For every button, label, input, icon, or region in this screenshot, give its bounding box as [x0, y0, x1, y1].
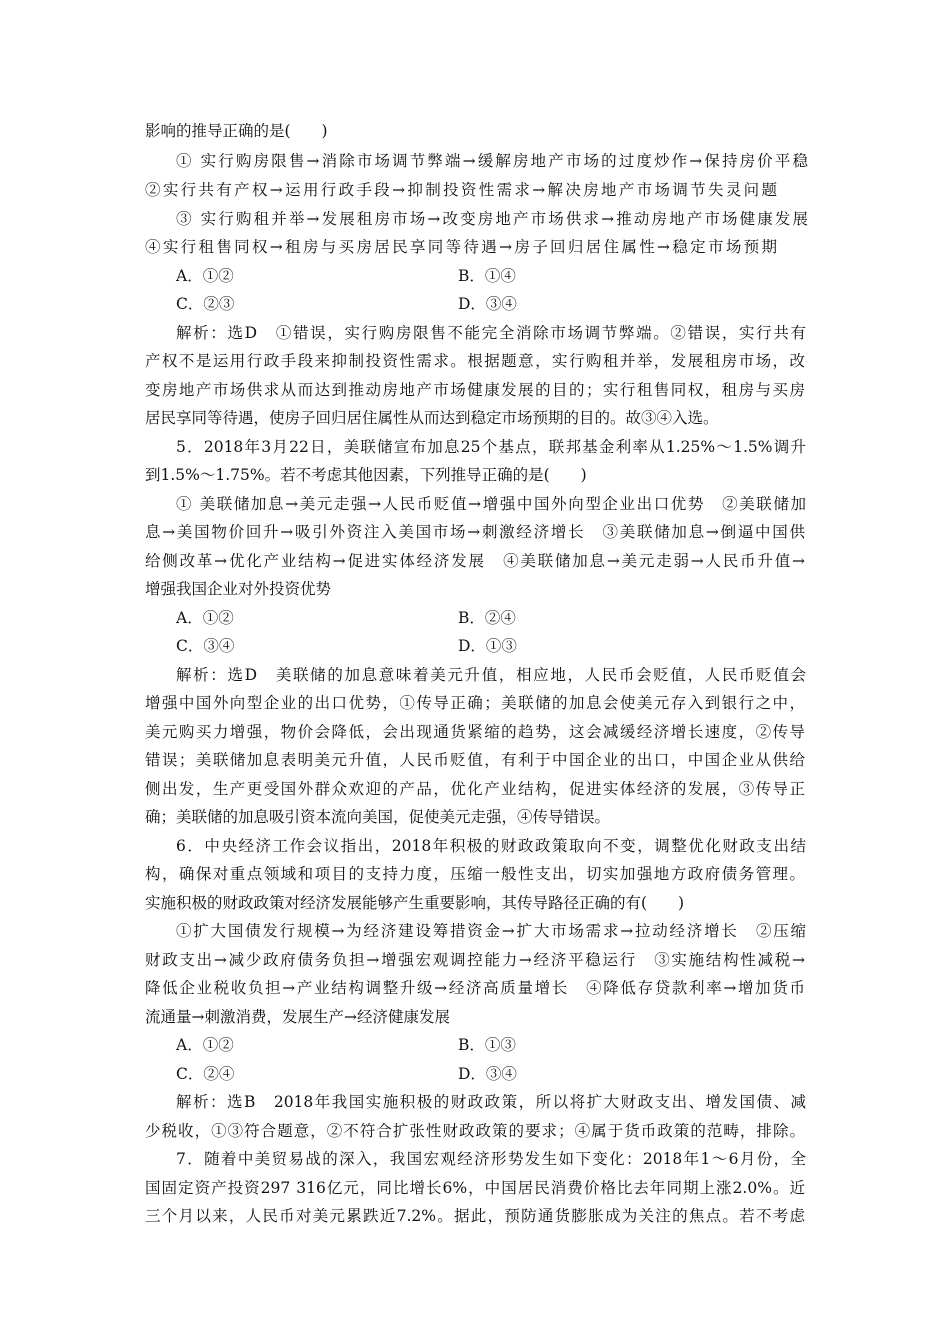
text-line: 解析：选D 美联储的加息意味着美元升值，相应地，人民币会贬值，人民币贬值会 — [176, 666, 806, 684]
text-line: 解析：选B 2018年我国实施积极的财政政策，所以将扩大财政支出、增发国债、减 — [176, 1093, 806, 1111]
text-line: 产权不是运用行政手段来抑制投资性需求。根据题意，实行购租并举，发展租房市场，改 — [145, 352, 805, 370]
text-line: 错误；美联储加息表明美元升值，人民币贬值，有利于中国企业的出口，中国企业从供给 — [145, 751, 805, 769]
text-line: 解析：选D ①错误，实行购房限售不能完全消除市场调节弊端。②错误，实行共有 — [176, 324, 806, 342]
text-line: 降低企业税收负担→产业结构调整升级→经济高质量增长 ④降低存贷款利率→增加货币 — [145, 979, 805, 997]
text-line: 变房地产市场供求从而达到推动房地产市场健康发展的目的；实行租售同权，租房与买房 — [145, 381, 805, 399]
text-line: 确；美联储的加息吸引资本流向美国，促使美元走强，④传导错误。 — [145, 808, 611, 826]
option-d: D．①③ — [458, 637, 517, 655]
option-c: C．②③ — [176, 295, 235, 313]
text-line: 流通量→刺激消费，发展生产→经济健康发展 — [145, 1008, 450, 1026]
text-line: 影响的推导正确的是( ) — [145, 122, 328, 140]
text-line: 7．随着中美贸易战的深入，我国宏观经济形势发生如下变化：2018年1～6月份，全 — [176, 1150, 806, 1168]
text-line: 给侧改革→优化产业结构→促进实体经济发展 ④美联储加息→美元走弱→人民币升值→ — [145, 552, 805, 570]
text-line: 息→美国物价回升→吸引外资注入美国市场→刺激经济增长 ③美联储加息→倒逼中国供 — [145, 523, 805, 541]
text-line: 实施积极的财政政策对经济发展能够产生重要影响，其传导路径正确的有( ) — [145, 894, 685, 912]
option-d: D．③④ — [458, 295, 517, 313]
text-line: 到1.5%～1.75%。若不考虑其他因素，下列推导正确的是( ) — [145, 466, 587, 484]
text-line: ① 美联储加息→美元走强→人民币贬值→增强中国外向型企业出口优势 ②美联储加 — [176, 495, 806, 513]
option-a: A．①② — [176, 267, 234, 285]
text-line: ①扩大国债发行规模→为经济建设筹措资金→扩大市场需求→拉动经济增长 ②压缩 — [176, 922, 806, 940]
text-line: 美元购买力增强，物价会降低，会出现通货紧缩的趋势，这会减缓经济增长速度，②传导 — [145, 723, 805, 741]
option-c: C．③④ — [176, 637, 235, 655]
text-line: 侧出发，生产更受国外群众欢迎的产品，优化产业结构，促进实体经济的发展，③传导正 — [145, 780, 805, 798]
text-line: 少税收，①③符合题意，②不符合扩张性财政政策的要求；④属于货币政策的范畴，排除。 — [145, 1122, 805, 1140]
option-b: B．①③ — [458, 1036, 516, 1054]
option-b: B．②④ — [458, 609, 516, 627]
text-line: 国固定资产投资297 316亿元，同比增长6%，中国居民消费价格比去年同期上涨2.0%。近 — [145, 1179, 805, 1197]
text-line: 三个月以来，人民币对美元累跌近7.2%。据此，预防通货膨胀成为关注的焦点。若不考虑 — [145, 1207, 805, 1225]
text-line: 增强我国企业对外投资优势 — [145, 580, 332, 598]
text-line: 增强中国外向型企业的出口优势，①传导正确；美联储的加息会使美元存入到银行之中， — [145, 694, 805, 712]
option-a: A．①② — [176, 609, 234, 627]
text-line: ① 实行购房限售→消除市场调节弊端→缓解房地产市场的过度炒作→保持房价平稳 — [176, 152, 808, 170]
option-c: C．②④ — [176, 1065, 235, 1083]
text-line: ②实行共有产权→运用行政手段→抑制投资性需求→解决房地产市场调节失灵问题 — [145, 181, 777, 199]
text-line: ③ 实行购租并举→发展租房市场→改变房地产市场供求→推动房地产市场健康发展 — [176, 210, 808, 228]
text-line: 6．中央经济工作会议指出，2018年积极的财政政策取向不变，调整优化财政支出结 — [176, 837, 806, 855]
text-line: 5．2018年3月22日，美联储宣布加息25个基点，联邦基金利率从1.25%～1.5%调升 — [176, 438, 806, 456]
option-d: D．③④ — [458, 1065, 517, 1083]
text-line: 财政支出→减少政府债务负担→增强宏观调控能力→经济平稳运行 ③实施结构性减税→ — [145, 951, 805, 969]
option-b: B．①④ — [458, 267, 516, 285]
option-a: A．①② — [176, 1036, 234, 1054]
text-line: 构，确保对重点领域和项目的支持力度，压缩一般性支出，切实加强地方政府债务管理。 — [145, 865, 805, 883]
text-line: 居民享同等待遇，使房子回归居住属性从而达到稳定市场预期的目的。故③④入选。 — [145, 409, 719, 427]
text-line: ④实行租售同权→租房与买房居民享同等待遇→房子回归居住属性→稳定市场预期 — [145, 238, 777, 256]
